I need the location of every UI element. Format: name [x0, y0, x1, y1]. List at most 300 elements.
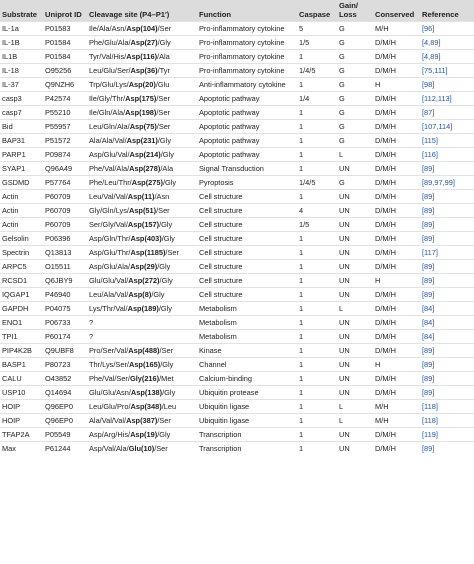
cleavage-site-prefix: Phe/Glu/Ala/ [89, 38, 131, 47]
cleavage-site-cell [87, 204, 197, 218]
reference-link[interactable]: [89] [422, 220, 435, 229]
cleavage-site-cell [87, 442, 197, 456]
cleavage-site-residue: Asp(348) [130, 402, 162, 411]
cleavage-site-residue: Asp(36) [130, 66, 158, 75]
conserved-cell: D/M/H [373, 246, 420, 260]
cleavage-site-residue: Asp(51) [128, 206, 157, 215]
table-row [0, 400, 474, 414]
reference-link[interactable]: [89] [422, 234, 435, 243]
function-cell: Cell structure [197, 288, 297, 302]
conserved-cell: M/H [373, 22, 420, 36]
caspase-cell: 5 [297, 22, 337, 36]
cleavage-site-prefix: Gly/Gln/Lys/ [89, 206, 129, 215]
uniprot-id-cell: P60174 [43, 330, 87, 344]
uniprot-id-cell: P60709 [43, 190, 87, 204]
caspase-cell: 1 [297, 120, 337, 134]
reference-cell [420, 176, 474, 190]
cleavage-site-suffix: /Gly [161, 234, 175, 243]
uniprot-id-cell: P01583 [43, 22, 87, 36]
cleavage-site-prefix: Glu/Glu/Val/ [89, 276, 129, 285]
cleavage-site-prefix: Phe/Val/Ala/ [89, 164, 130, 173]
conserved-cell: D/M/H [373, 260, 420, 274]
reference-cell [420, 316, 474, 330]
reference-cell [420, 372, 474, 386]
caspase-cell: 1 [297, 358, 337, 372]
table-row [0, 92, 474, 106]
uniprot-id-cell: P57764 [43, 176, 87, 190]
gain-loss-cell: UN [337, 358, 373, 372]
cleavage-site-residue: Asp(157) [127, 220, 160, 229]
function-cell: Pyroptosis [197, 176, 297, 190]
conserved-cell: D/M/H [373, 218, 420, 232]
table-row [0, 232, 474, 246]
cleavage-site-cell [87, 246, 197, 260]
caspase-cell: 1/5 [297, 36, 337, 50]
cleavage-site-cell [87, 316, 197, 330]
conserved-cell: D/M/H [373, 442, 420, 456]
uniprot-id-cell: Q9NZH6 [43, 78, 87, 92]
cleavage-site-suffix: /Ala [160, 164, 174, 173]
cleavage-site-residue: Asp(1185) [130, 248, 166, 257]
cleavage-site-cell [87, 106, 197, 120]
function-cell: Apoptotic pathway [197, 120, 297, 134]
reference-link[interactable]: [84] [422, 304, 435, 313]
uniprot-id-cell: Q96A49 [43, 162, 87, 176]
cleavage-site-cell [87, 302, 197, 316]
reference-cell [420, 148, 474, 162]
function-cell: Anti-inflammatory cytokine [197, 78, 297, 92]
function-cell: Pro-inflammatory cytokine [197, 36, 297, 50]
substrate-cell: IL-1a [0, 22, 43, 36]
table-row [0, 162, 474, 176]
reference-cell [420, 442, 474, 456]
reference-cell [420, 232, 474, 246]
gain-loss-cell: G [337, 92, 373, 106]
caspase-cell: 1/5 [297, 218, 337, 232]
caspase-cell: 1 [297, 330, 337, 344]
gain-loss-cell: UN [337, 288, 373, 302]
gain-loss-cell: L [337, 400, 373, 414]
conserved-cell: H [373, 78, 420, 92]
conserved-cell: D/M/H [373, 288, 420, 302]
cleavage-site-prefix: ? [89, 318, 94, 327]
caspase-cell: 1 [297, 232, 337, 246]
uniprot-id-cell: P05549 [43, 428, 87, 442]
cleavage-site-prefix: Leu/Glu/Ser/ [89, 66, 131, 75]
cleavage-site-suffix: /Ser [165, 248, 179, 257]
gain-loss-cell: UN [337, 162, 373, 176]
cleavage-site-residue: Asp(272) [128, 276, 160, 285]
substrate-cell: TPI1 [0, 330, 43, 344]
caspase-cell: 1 [297, 246, 337, 260]
table-row [0, 78, 474, 92]
reference-link[interactable]: [89] [422, 192, 435, 201]
function-cell: Cell structure [197, 232, 297, 246]
cleavage-site-residue: Asp(29) [130, 262, 158, 271]
cleavage-site-prefix: Asp/Arg/His/ [89, 430, 131, 439]
substrate-cell: RCSD1 [0, 274, 43, 288]
cleavage-site-suffix: /Gly [159, 276, 173, 285]
cleavage-site-residue: Glu(10) [128, 444, 155, 453]
reference-link[interactable]: [89] [422, 388, 435, 397]
reference-cell [420, 302, 474, 316]
uniprot-id-cell: Q6JBY9 [43, 274, 87, 288]
gain-loss-cell: UN [337, 274, 373, 288]
cleavage-site-prefix: Asp/Gln/Thr/ [89, 234, 131, 243]
caspase-cell: 1 [297, 106, 337, 120]
cleavage-site-cell [87, 218, 197, 232]
cleavage-site-cell [87, 358, 197, 372]
caspase-cell: 1 [297, 428, 337, 442]
cleavage-site-suffix: /Gly [151, 290, 165, 299]
cleavage-site-cell [87, 162, 197, 176]
conserved-cell: D/M/H [373, 190, 420, 204]
uniprot-id-cell: Q96EP0 [43, 414, 87, 428]
conserved-cell: D/M/H [373, 92, 420, 106]
cleavage-site-cell [87, 386, 197, 400]
table-row [0, 260, 474, 274]
substrate-cell: Bid [0, 120, 43, 134]
substrate-cell: Actin [0, 204, 43, 218]
cleavage-site-residue: Asp(231) [126, 136, 158, 145]
cleavage-site-suffix: /Gly [160, 360, 174, 369]
gain-loss-cell: L [337, 148, 373, 162]
reference-link[interactable]: [84] [422, 318, 435, 327]
function-cell: Kinase [197, 344, 297, 358]
reference-cell [420, 358, 474, 372]
cleavage-site-residue: Asp(104) [126, 24, 158, 33]
reference-link[interactable]: [89] [422, 360, 435, 369]
cleavage-site-prefix: Lys/Thr/Val/ [89, 304, 128, 313]
cleavage-site-residue: Asp(189) [127, 304, 159, 313]
reference-link[interactable]: [4,89] [422, 38, 441, 47]
conserved-cell: D/M/H [373, 64, 420, 78]
reference-link[interactable]: [84] [422, 332, 435, 341]
table-row [0, 372, 474, 386]
table-row [0, 302, 474, 316]
cleavage-site-suffix: /Ser [157, 24, 172, 33]
table-row [0, 414, 474, 428]
caspase-cell: 1 [297, 302, 337, 316]
uniprot-id-cell: P04075 [43, 302, 87, 316]
table-row [0, 218, 474, 232]
reference-cell [420, 162, 474, 176]
caspase-cell: 1 [297, 414, 337, 428]
gain-loss-cell: UN [337, 428, 373, 442]
cleavage-site-suffix: /Asn [154, 192, 170, 201]
reference-link[interactable]: [89] [422, 276, 435, 285]
gain-loss-cell: G [337, 78, 373, 92]
caspase-cell: 1 [297, 134, 337, 148]
cleavage-site-residue: Asp(19) [130, 430, 158, 439]
caspase-cell: 1 [297, 344, 337, 358]
uniprot-id-cell: P01584 [43, 50, 87, 64]
reference-link[interactable]: [89] [422, 444, 435, 453]
function-cell: Pro-inflammatory cytokine [197, 50, 297, 64]
uniprot-id-cell: P06733 [43, 316, 87, 330]
cleavage-site-suffix: /Tyr [157, 66, 170, 75]
conserved-cell: D/M/H [373, 148, 420, 162]
cleavage-site-cell [87, 428, 197, 442]
cleavage-site-suffix: /Gly [160, 150, 174, 159]
reference-link[interactable]: [118] [422, 416, 438, 425]
reference-link[interactable]: [89] [422, 290, 435, 299]
reference-link[interactable]: [117] [422, 248, 438, 257]
cleavage-site-cell [87, 330, 197, 344]
substrate-cell: BAP31 [0, 134, 43, 148]
substrate-cell: Max [0, 442, 43, 456]
uniprot-id-cell: O15511 [43, 260, 87, 274]
function-cell: Apoptotic pathway [197, 148, 297, 162]
uniprot-id-cell: P51572 [43, 134, 87, 148]
uniprot-id-cell: P55210 [43, 106, 87, 120]
uniprot-id-cell: P09874 [43, 148, 87, 162]
reference-cell [420, 260, 474, 274]
gain-loss-cell: UN [337, 316, 373, 330]
reference-link[interactable]: [89] [422, 346, 435, 355]
cleavage-site-residue: Asp(403) [130, 234, 162, 243]
cleavage-site-prefix: Leu/Ala/Val/ [89, 290, 129, 299]
reference-link[interactable]: [116] [422, 150, 438, 159]
function-cell: Cell structure [197, 190, 297, 204]
conserved-cell: D/M/H [373, 134, 420, 148]
table-row [0, 442, 474, 456]
header-reference: Reference [420, 0, 474, 22]
cleavage-site-suffix: /Ser [156, 94, 170, 103]
reference-cell [420, 414, 474, 428]
substrate-cell: PARP1 [0, 148, 43, 162]
cleavage-site-residue: Asp(20) [128, 80, 156, 89]
reference-cell [420, 400, 474, 414]
conserved-cell: D/M/H [373, 106, 420, 120]
reference-cell [420, 288, 474, 302]
uniprot-id-cell: Q9UBF8 [43, 344, 87, 358]
table-row [0, 274, 474, 288]
reference-link[interactable]: [89] [422, 374, 435, 383]
uniprot-id-cell: P80723 [43, 358, 87, 372]
substrate-cell: Gelsolin [0, 232, 43, 246]
function-cell: Ubiquitin protease [197, 386, 297, 400]
cleavage-site-prefix: Ala/Ala/Val/ [89, 136, 127, 145]
gain-loss-cell: G [337, 106, 373, 120]
gain-loss-cell: UN [337, 246, 373, 260]
reference-link[interactable]: [89] [422, 164, 435, 173]
reference-cell [420, 92, 474, 106]
cleavage-site-residue: Asp(198) [125, 108, 157, 117]
function-cell: Metabolism [197, 302, 297, 316]
cleavage-site-residue: Asp(138) [130, 388, 163, 397]
cleavage-site-suffix: /Gly [162, 178, 177, 187]
cleavage-site-prefix: Thr/Lys/Ser/ [89, 360, 129, 369]
function-cell: Apoptotic pathway [197, 92, 297, 106]
reference-cell [420, 218, 474, 232]
reference-cell [420, 64, 474, 78]
uniprot-id-cell: Q14694 [43, 386, 87, 400]
reference-link[interactable]: [98] [422, 80, 435, 89]
substrate-cell: ENO1 [0, 316, 43, 330]
substrate-cell: USP10 [0, 386, 43, 400]
conserved-cell: D/M/H [373, 372, 420, 386]
conserved-cell: D/M/H [373, 204, 420, 218]
gain-loss-cell: G [337, 120, 373, 134]
table-row [0, 134, 474, 148]
uniprot-id-cell: P06396 [43, 232, 87, 246]
cleavage-site-suffix: /Ser [156, 122, 171, 131]
cleavage-site-suffix: /Ser [156, 108, 170, 117]
header-function: Function [197, 0, 297, 22]
caspase-cell: 1/4/5 [297, 64, 337, 78]
table-header-row [0, 0, 474, 22]
table-row [0, 36, 474, 50]
cleavage-site-cell [87, 176, 197, 190]
reference-link[interactable]: [87] [422, 108, 435, 117]
function-cell: Ubiquitin ligase [197, 414, 297, 428]
reference-link[interactable]: [89,97,99] [422, 178, 455, 187]
uniprot-id-cell: O43852 [43, 372, 87, 386]
reference-cell [420, 428, 474, 442]
gain-loss-cell: UN [337, 386, 373, 400]
conserved-cell: M/H [373, 414, 420, 428]
cleavage-site-prefix: Pro/Ser/Val/ [89, 346, 129, 355]
function-cell: Channel [197, 358, 297, 372]
cleavage-site-cell [87, 260, 197, 274]
substrate-cell: PIP4K2B [0, 344, 43, 358]
reference-cell [420, 246, 474, 260]
reference-link[interactable]: [118] [422, 402, 438, 411]
reference-link[interactable]: [96] [422, 24, 435, 33]
conserved-cell: D/M/H [373, 176, 420, 190]
reference-cell [420, 386, 474, 400]
substrate-cell: Actin [0, 190, 43, 204]
reference-link[interactable]: [89] [422, 206, 435, 215]
cleavage-site-residue: Asp(165) [128, 360, 161, 369]
table-row [0, 50, 474, 64]
reference-cell [420, 134, 474, 148]
cleavage-site-cell [87, 22, 197, 36]
substrate-cell: HOIP [0, 400, 43, 414]
reference-cell [420, 120, 474, 134]
function-cell: Apoptotic pathway [197, 106, 297, 120]
cleavage-site-residue: Asp(214) [129, 150, 161, 159]
conserved-cell: D/M/H [373, 330, 420, 344]
function-cell: Metabolism [197, 330, 297, 344]
reference-link[interactable]: [112,113] [422, 94, 452, 103]
gain-loss-cell: UN [337, 232, 373, 246]
table-row [0, 246, 474, 260]
reference-link[interactable]: [107,114] [422, 122, 453, 131]
header-gain-loss: Gain/ Loss [337, 0, 373, 22]
table-row [0, 428, 474, 442]
cleavage-site-suffix: /Leu [161, 402, 177, 411]
conserved-cell: D/M/H [373, 302, 420, 316]
table-row [0, 120, 474, 134]
caspase-cell: 1 [297, 316, 337, 330]
table-row [0, 106, 474, 120]
cleavage-site-prefix: Leu/Gln/Ala/ [89, 122, 130, 131]
cleavage-site-residue: Asp(278) [129, 164, 161, 173]
cleavage-site-residue: Gly(216) [129, 374, 160, 383]
conserved-cell: D/M/H [373, 162, 420, 176]
substrate-cell: TFAP2A [0, 428, 43, 442]
table-row [0, 22, 474, 36]
cleavage-site-cell [87, 372, 197, 386]
header-caspase: Caspase [297, 0, 337, 22]
reference-link[interactable]: [89] [422, 262, 435, 271]
reference-link[interactable]: [115] [422, 136, 438, 145]
function-cell: Apoptotic pathway [197, 134, 297, 148]
uniprot-id-cell: Q13813 [43, 246, 87, 260]
cleavage-site-residue: Asp(116) [126, 52, 158, 61]
cleavage-site-residue: Asp(8) [128, 290, 152, 299]
cleavage-site-cell [87, 400, 197, 414]
table-row [0, 204, 474, 218]
cleavage-site-residue: Asp(275) [131, 178, 163, 187]
conserved-cell: D/M/H [373, 386, 420, 400]
header-uniprot-id: Uniprot ID [43, 0, 87, 22]
cleavage-site-prefix: Asp/Glu/Thr/ [89, 248, 131, 257]
substrate-cell: SYAP1 [0, 162, 43, 176]
cleavage-site-cell [87, 134, 197, 148]
cleavage-site-residue: Asp(488) [128, 346, 160, 355]
caspase-cell: 1 [297, 386, 337, 400]
uniprot-id-cell: P61244 [43, 442, 87, 456]
substrate-cell: casp3 [0, 92, 43, 106]
cleavage-site-cell [87, 120, 197, 134]
caspase-cell: 1/4/5 [297, 176, 337, 190]
cleavage-site-residue: Asp(175) [125, 94, 157, 103]
cleavage-site-suffix: /Ser [156, 206, 170, 215]
cleavage-site-cell [87, 190, 197, 204]
substrate-cell: IL-1B [0, 36, 43, 50]
caspase-cell: 1 [297, 50, 337, 64]
gain-loss-cell: L [337, 414, 373, 428]
cleavage-site-suffix: /Gly [157, 38, 171, 47]
substrate-cell: HOIP [0, 414, 43, 428]
reference-cell [420, 274, 474, 288]
reference-link[interactable]: [75,111] [422, 66, 448, 75]
table-row [0, 190, 474, 204]
header-cleavage-site: Cleavage site (P4–P1′) [87, 0, 197, 22]
cleavage-site-cell [87, 36, 197, 50]
gain-loss-cell: UN [337, 218, 373, 232]
cleavage-site-cell [87, 232, 197, 246]
conserved-cell: D/M/H [373, 316, 420, 330]
caspase-cell: 1 [297, 260, 337, 274]
cleavage-site-prefix: Ser/Gly/Val/ [89, 220, 128, 229]
function-cell: Metabolism [197, 316, 297, 330]
reference-link[interactable]: [4,89] [422, 52, 441, 61]
substrate-cell: Actin [0, 218, 43, 232]
uniprot-id-cell: O95256 [43, 64, 87, 78]
cleavage-site-residue: Asp(27) [130, 38, 158, 47]
cleavage-site-cell [87, 344, 197, 358]
reference-link[interactable]: [119] [422, 430, 438, 439]
table-row [0, 288, 474, 302]
cleavage-site-prefix: ? [89, 332, 94, 341]
cleavage-site-suffix: /Gly [159, 220, 173, 229]
cleavage-site-prefix: Glu/Glu/Asn/ [89, 388, 131, 397]
conserved-cell: M/H [373, 400, 420, 414]
cleavage-site-suffix: /Gly [162, 388, 176, 397]
cleavage-site-suffix: /Ala [157, 52, 170, 61]
substrate-cell: IL1B [0, 50, 43, 64]
function-cell: Pro-inflammatory cytokine [197, 64, 297, 78]
gain-loss-cell: UN [337, 260, 373, 274]
uniprot-id-cell: Q96EP0 [43, 400, 87, 414]
reference-cell [420, 36, 474, 50]
reference-cell [420, 50, 474, 64]
caspase-cell: 1/4 [297, 92, 337, 106]
